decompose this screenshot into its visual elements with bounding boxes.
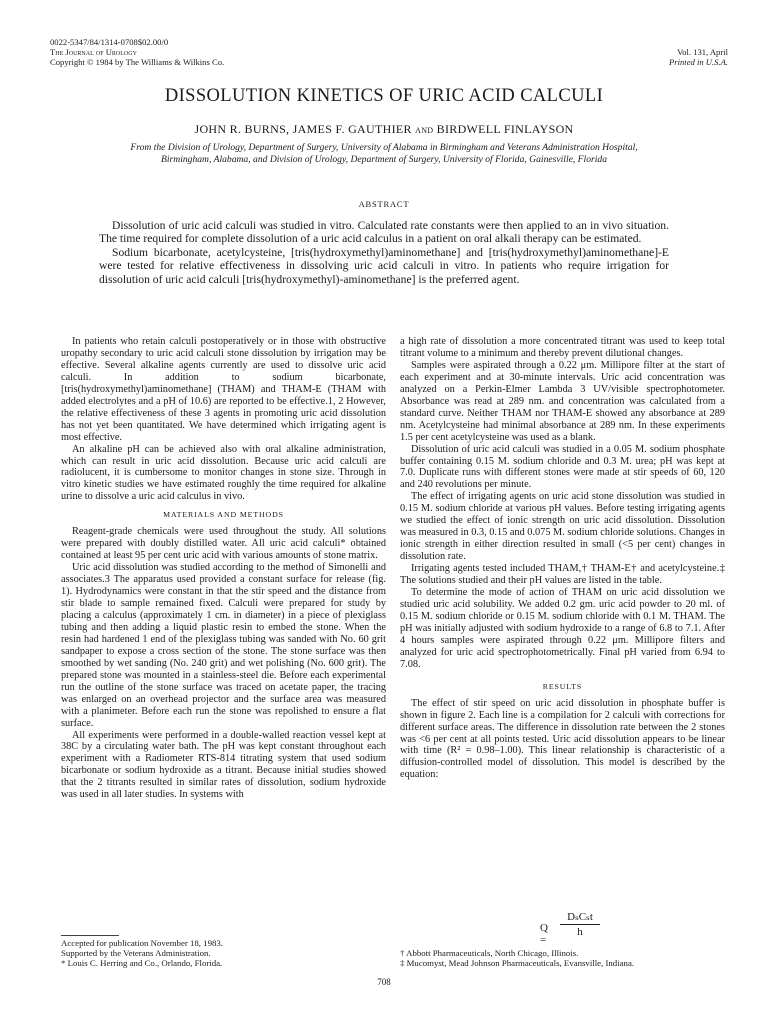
affiliation (60, 142, 708, 166)
abstract (99, 219, 669, 286)
abstract-paragraph: Sodium bicarbonate, acetylcysteine, [tris(hydroxymethyl)aminomethane] and [tris(hydroxymethyl)aminomethane]-E were tested for relative effectiveness in dissolving uric acid calculi in vitro. In patients who require irrigation for dissolution of uric acid calculi [tris(hydroxymethyl)-aminomethane] is the preferred agent. (99, 245, 669, 286)
volume-info (669, 47, 728, 67)
body-paragraph: Uric acid dissolution was studied according to the method of Simonelli and associates.3 The apparatus used provided a constant surface for release (fig. 1). Hydrodynamics were constant in that the stir speed and the distance from stir blade to sample remained fixed. Calculi were prepared for study by placing a calculus (approximately 1 cm. in diameter) in a piece of plexiglass tubing and then adding a liquid plastic resin to embed the stone. When the resin had hardened 1 end of the plexiglass tubing was sanded with No. 60 grit sandpaper to expose a cross section of the stone. The stone surface was then smoothed by wet sanding (No. 240 grit) and wet polishing (No. 600 grit). The prepared stone was mounted in a stainless-steel die. Before each experimental run the outline of the stone surface was traced on acetate paper, the tracing was enlarged on an overhead projector and the surface area was measured with a planimeter. Before each run the stone was repolished to ensure a flat surface. (61, 562, 386, 729)
body-paragraph: An alkaline pH can be achieved also with oral alkaline administration, which can result in uric acid dissolution. Because uric acid calculi are radiolucent, it is cumbersome to monitor changes in stone size. Through in vitro kinetic studies we have estimated roughly the time required for alkaline urine to dissolve a uric acid calculus in vivo. (61, 443, 386, 503)
abstract-heading: ABSTRACT (358, 199, 410, 209)
authors-first: JOHN R. BURNS, JAMES F. GAUTHIER (194, 122, 412, 136)
right-column (400, 336, 725, 781)
body-paragraph: a high rate of dissolution a more concentrated titrant was used to keep total titrant volume to a minimum and thereby prevent dilutional changes. (400, 336, 725, 359)
section-heading-results: RESULTS (542, 681, 583, 691)
equation-denominator: h (577, 926, 583, 938)
body-paragraph: In patients who retain calculi postoperatively or in those with obstructive uropathy secondary to uric acid calculi stone dissolution by irrigation may be effective. Several alkaline agents currently are used to dissolve uric acid calculi. In addition to sodium bicarbonate, [tris(hydroxymethyl)aminomethane] (THAM) and THAM-E (THAM with added electrolytes and a pH of 10.6) are reported to be effective.1, 2 However, the relative effectiveness of these 3 agents in promoting uric acid dissolution has not yet been quantitated. We have determined which irrigating agent is most effective. (61, 336, 386, 443)
body-paragraph: Irrigating agents tested included THAM,† THAM-E† and acetylcysteine.‡ The solutions studied and their pH values are listed in the table. (400, 563, 725, 587)
body-paragraph: The effect of irrigating agents on uric acid stone dissolution was studied in 0.15 M. sodium chloride at various pH values. Before testing irrigating agents we studied the effect of ionic strength on uric acid dissolution. Dissolution was measured in 0.3, 0.15 and 0.075 M. sodium chloride solutions. Changes in ionic strength in either direction resulted in small (<5 per cent) changes in dissolution rate. (400, 491, 725, 563)
article-title: DISSOLUTION KINETICS OF URIC ACID CALCULI (164, 86, 604, 106)
footnote-rule (61, 935, 119, 936)
equation-fraction (560, 911, 600, 938)
affiliation-line-1: From the Division of Urology, Department of Surgery, University of Alabama in Birmingham and Veterans Administration Hospital, (130, 142, 638, 153)
authors-and: and (415, 124, 434, 136)
footnote-double-dagger: ‡ Mucomyst, Mead Johnson Pharmaceuticals, Evansville, Indiana. (400, 958, 635, 968)
volume: Vol. 131, April (677, 47, 728, 57)
page-number: 708 (377, 977, 391, 987)
journal-header (50, 37, 224, 67)
authors (0, 122, 768, 137)
footnotes-right (400, 948, 730, 968)
affiliation-line-2: Birmingham, Alabama, and Division of Urology, Department of Surgery, University of Florida, Gainesville, Florida (161, 154, 607, 166)
section-heading-methods: MATERIALS AND METHODS (163, 510, 284, 520)
body-paragraph: To determine the mode of action of THAM on uric acid dissolution we studied uric acid solubility. We added 0.2 gm. uric acid powder to 20 ml. of 0.15 M. sodium chloride or 0.15 M. sodium chloride with 0.1 M. THAM. The pH was initially adjusted with sodium hydroxide to a range of 6.8 to 7.1. After 4 hours samples were aspirated through 0.22 μm. Millipore filters and analyzed for uric acid spectrophotometrically. Final pH varied from 6.94 to 7.08. (400, 587, 725, 670)
body-paragraph: All experiments were performed in a double-walled reaction vessel kept at 38C by a circulating water bath. The pH was kept constant throughout each experiment with a Radiometer RTS-814 titrating system that used sodium bicarbonate or sodium hydroxide as a titrant. Because initial studies showed that the 2 titrants resulted in similar rates of dissolution, sodium hydroxide was used in all later studies. In systems with (61, 729, 386, 801)
equation-numerator: DₛCₛt (567, 911, 593, 923)
body-paragraph: The effect of stir speed on uric acid dissolution in phosphate buffer is shown in figure 2. Each line is a compilation for 2 calculi with corrections for different surface areas. The difference in dissolution rate between the 2 stones was <6 per cent at all points tested. Uric acid dissolution appears to be linear with time (R² = 0.98–1.00). This linear relationship is characteristic of a diffusion-controlled model of dissolution. This model is described by the equation: (400, 697, 725, 781)
printed-in: Printed in U.S.A. (669, 57, 728, 67)
body-paragraph: Samples were aspirated through a 0.22 μm. Millipore filter at the start of each experiment and at 30-minute intervals. Uric acid concentration was analyzed on a Perkin-Elmer Lambda 3 UV/visible spectrophotometer. Absorbance was read at 289 nm. and concentration was calculated from a standard curve. Neither THAM nor THAM-E showed any absorbance at 289 nm. Acetylcysteine had minimal absorbance at 289 nm. In these experiments 1.5 per cent acetylcysteine was used as a blank. (400, 359, 725, 443)
footnote-dagger: † Abbott Pharmaceuticals, North Chicago, Illinois. (400, 948, 579, 958)
article-code: 0022-5347/84/1314-0708$02.00/0 (50, 37, 169, 47)
footnote-accepted: Accepted for publication November 18, 1983. (61, 938, 223, 948)
footnote-star: * Louis C. Herring and Co., Orlando, Florida. (61, 958, 223, 968)
footnotes-left (61, 938, 386, 968)
journal-name: The Journal of Urology (50, 47, 137, 57)
body-paragraph: Reagent-grade chemicals were used throughout the study. All solutions were prepared with doubly distilled water. All uric acid calculi* obtained contained at least 95 per cent uric acid with various amounts of stone matrix. (61, 526, 386, 562)
copyright: Copyright © 1984 by The Williams & Wilkins Co. (50, 57, 225, 67)
left-column (61, 336, 386, 801)
equation-lhs: Q = (540, 922, 548, 946)
body-paragraph: Dissolution of uric acid calculi was studied in a 0.05 M. sodium phosphate buffer containing 0.15 M. sodium chloride and 0.3 M. urea; pH was kept at 7.0. Duplicate runs with different stones were made at stir speeds of 60, 120 and 240 revolutions per minute. (400, 443, 725, 491)
footnote-supported: Supported by the Veterans Administration. (61, 948, 211, 958)
abstract-paragraph: Dissolution of uric acid calculi was studied in vitro. Calculated rate constants were then applied to an in vivo situation. The time required for complete dissolution of a uric acid calculus in a patient on oral alkali therapy can be estimated. (99, 219, 669, 246)
authors-last: BIRDWELL FINLAYSON (436, 122, 574, 136)
fraction-bar (560, 924, 600, 925)
